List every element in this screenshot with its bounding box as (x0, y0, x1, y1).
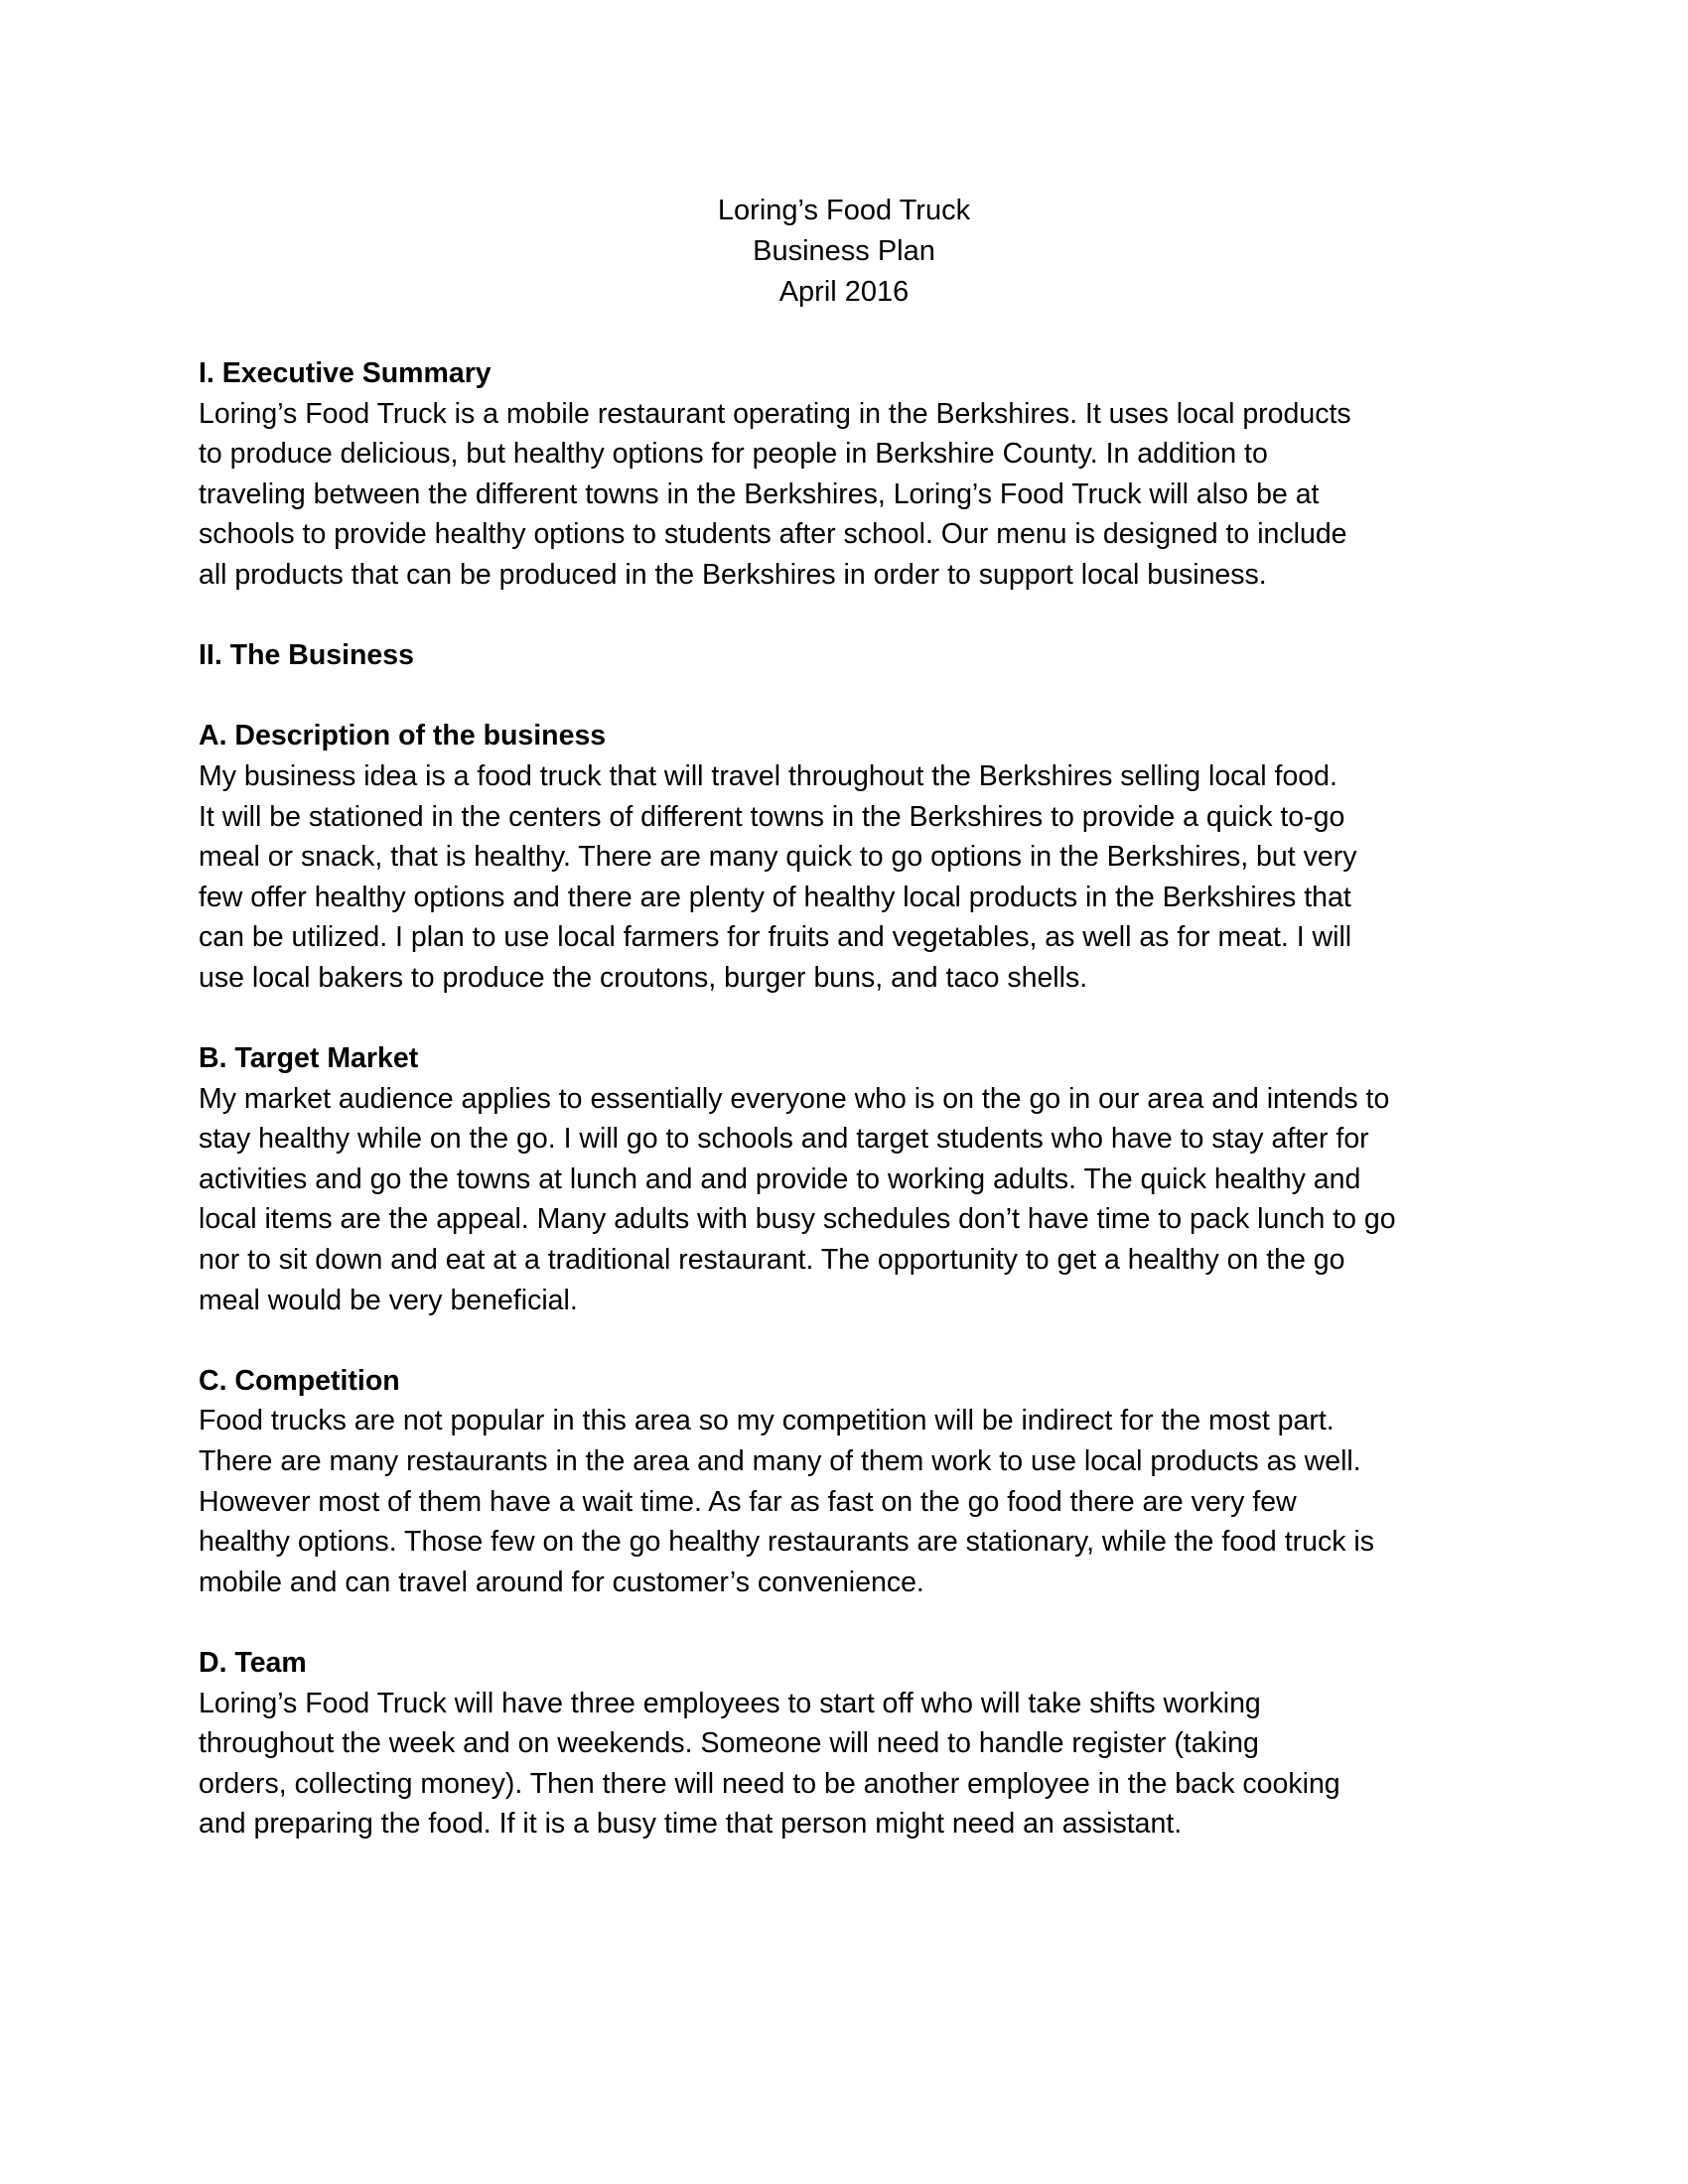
paragraph-spacer (199, 676, 1509, 717)
description-paragraph (199, 756, 1509, 999)
paragraph-line: Loring’s Food Truck will have three employees to start off who will take shifts working (199, 1687, 1261, 1719)
paragraph-line: My business idea is a food truck that will travel throughout the Berkshires selling local food. (199, 759, 1337, 792)
subsection-heading-description: A. Description of the business (199, 720, 607, 752)
paragraph-line: meal or snack, that is healthy. There are many quick to go options in the Berkshires, but very (199, 841, 1357, 874)
section-heading-the-business: II. The Business (199, 639, 414, 672)
document-subtitle: Business Plan (753, 235, 935, 267)
paragraph-line: use local bakers to produce the croutons, burger buns, and taco shells. (199, 961, 1088, 994)
paragraph-line: stay healthy while on the go. I will go to schools and target students who have to stay after for (199, 1123, 1369, 1156)
section-heading-executive-summary: I. Executive Summary (199, 357, 492, 389)
paragraph-line: traveling between the different towns in the Berkshires, Loring’s Food Truck will also be at (199, 478, 1320, 510)
paragraph-line: orders, collecting money). Then there will need to be another employee in the back cooking (199, 1767, 1340, 1800)
document-body (199, 353, 1509, 1844)
paragraph-line: can be utilized. I plan to use local farmers for fruits and vegetables, as well as for meat. I will (199, 921, 1352, 954)
paragraph-line: healthy options. Those few on the go healthy restaurants are stationary, while the food truck is (199, 1526, 1374, 1559)
subsection-heading-target-market: B. Target Market (199, 1042, 419, 1075)
target-market-paragraph (199, 1079, 1509, 1321)
paragraph-spacer (199, 1320, 1509, 1361)
paragraph-line: However most of them have a wait time. As far as fast on the go food there are very few (199, 1485, 1297, 1518)
paragraph-line: schools to provide healthy options to students after school. Our menu is designed to include (199, 518, 1347, 551)
paragraph-spacer (199, 1602, 1509, 1643)
paragraph-line: Food trucks are not popular in this area so my competition will be indirect for the most part. (199, 1405, 1335, 1437)
paragraph-line: meal would be very beneficial. (199, 1284, 578, 1316)
paragraph-line: It will be stationed in the centers of different towns in the Berkshires to provide a quick to-go (199, 800, 1345, 833)
competition-paragraph (199, 1401, 1509, 1602)
paragraph-line: Loring’s Food Truck is a mobile restaurant operating in the Berkshires. It uses local products (199, 397, 1351, 430)
subsection-heading-team: D. Team (199, 1647, 307, 1679)
document-title: Loring’s Food Truck (717, 195, 971, 226)
paragraph-line: local items are the appeal. Many adults with busy schedules don’t have time to pack lunch to go (199, 1203, 1396, 1236)
title-block (0, 191, 1688, 313)
paragraph-line: My market audience applies to essentially everyone who is on the go in our area and intends to (199, 1082, 1390, 1115)
paragraph-line: throughout the week and on weekends. Someone will need to handle register (taking (199, 1727, 1259, 1760)
document-date: April 2016 (778, 276, 910, 308)
paragraph-line: nor to sit down and eat at a traditional restaurant. The opportunity to get a healthy on the go (199, 1244, 1345, 1277)
team-paragraph (199, 1684, 1509, 1844)
paragraph-line: all products that can be produced in the Berkshires in order to support local business. (199, 558, 1267, 591)
paragraph-spacer (199, 999, 1509, 1039)
paragraph-line: mobile and can travel around for customer’s convenience. (199, 1566, 924, 1598)
paragraph-line: to produce delicious, but healthy options for people in Berkshire County. In addition to (199, 438, 1268, 471)
executive-summary-paragraph (199, 394, 1509, 596)
paragraph-line: and preparing the food. If it is a busy time that person might need an assistant. (199, 1808, 1183, 1841)
paragraph-line: few offer healthy options and there are plenty of healthy local products in the Berkshires that (199, 881, 1351, 913)
subsection-heading-competition: C. Competition (199, 1364, 400, 1397)
paragraph-line: There are many restaurants in the area and many of them work to use local products as well. (199, 1445, 1361, 1478)
paragraph-line: activities and go the towns at lunch and and provide to working adults. The quick healthy and (199, 1162, 1361, 1195)
paragraph-spacer (199, 596, 1509, 636)
